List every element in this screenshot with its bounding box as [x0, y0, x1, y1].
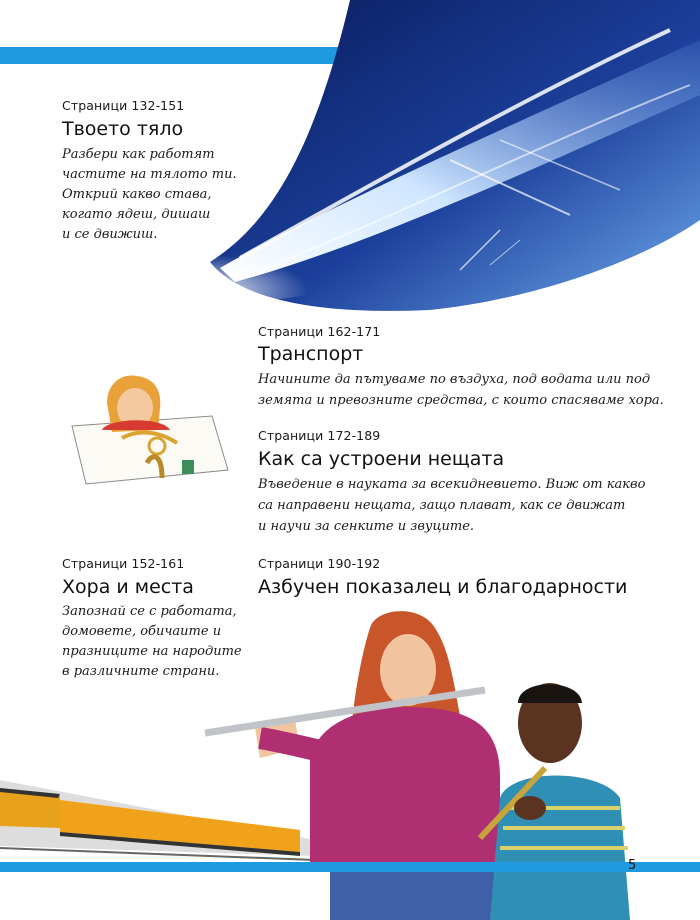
description-line: и научи за сенките и звуците. [258, 519, 475, 534]
description-line: земята и превозните средства, с които спасяваме хора. [258, 393, 664, 408]
description-line: са направени нещата, защо плават, как се движат [258, 498, 626, 513]
description-line: в различните страни. [62, 664, 220, 679]
section-transport-pages: Страници 162-171 [258, 324, 381, 339]
description-line: Запознай се с работата, [62, 604, 237, 619]
section-body-title: Твоето тяло [62, 118, 184, 140]
section-transport-title: Транспорт [258, 343, 364, 365]
section-people-places-title: Хора и места [62, 576, 194, 598]
description-line: Разбери как работят [62, 147, 215, 162]
section-body-description [62, 145, 252, 245]
section-index-title: Азбучен показалец и благодарности [258, 576, 628, 598]
description-line: Открий какво става, [62, 187, 212, 202]
bottom-accent-bar [0, 862, 700, 872]
section-how-things-work-pages: Страници 172-189 [258, 428, 381, 443]
section-people-places-description [62, 602, 252, 682]
description-line: домовете, обичаите и [62, 624, 222, 639]
children-playing-flutes-illustration [200, 608, 630, 920]
description-line: частите на тялото ти. [62, 167, 237, 182]
section-transport-description [258, 369, 688, 411]
section-index-pages: Страници 190-192 [258, 556, 381, 571]
section-people-places-pages: Страници 152-161 [62, 556, 185, 571]
description-line: и се движиш. [62, 227, 158, 242]
description-line: Въведение в науката за всекидневието. Виж от какво [258, 477, 646, 492]
description-line: когато ядеш, дишаш [62, 207, 211, 222]
child-drawing-illustration [62, 368, 232, 496]
section-how-things-work-description [258, 474, 688, 537]
description-line: Начините да пътуваме по въздуха, под водата или под [258, 372, 651, 387]
description-line: празниците на народите [62, 644, 242, 659]
page-number: 5 [628, 858, 637, 873]
section-body-pages: Страници 132-151 [62, 98, 185, 113]
comet-illustration [200, 0, 700, 312]
section-how-things-work-title: Как са устроени нещата [258, 448, 505, 470]
